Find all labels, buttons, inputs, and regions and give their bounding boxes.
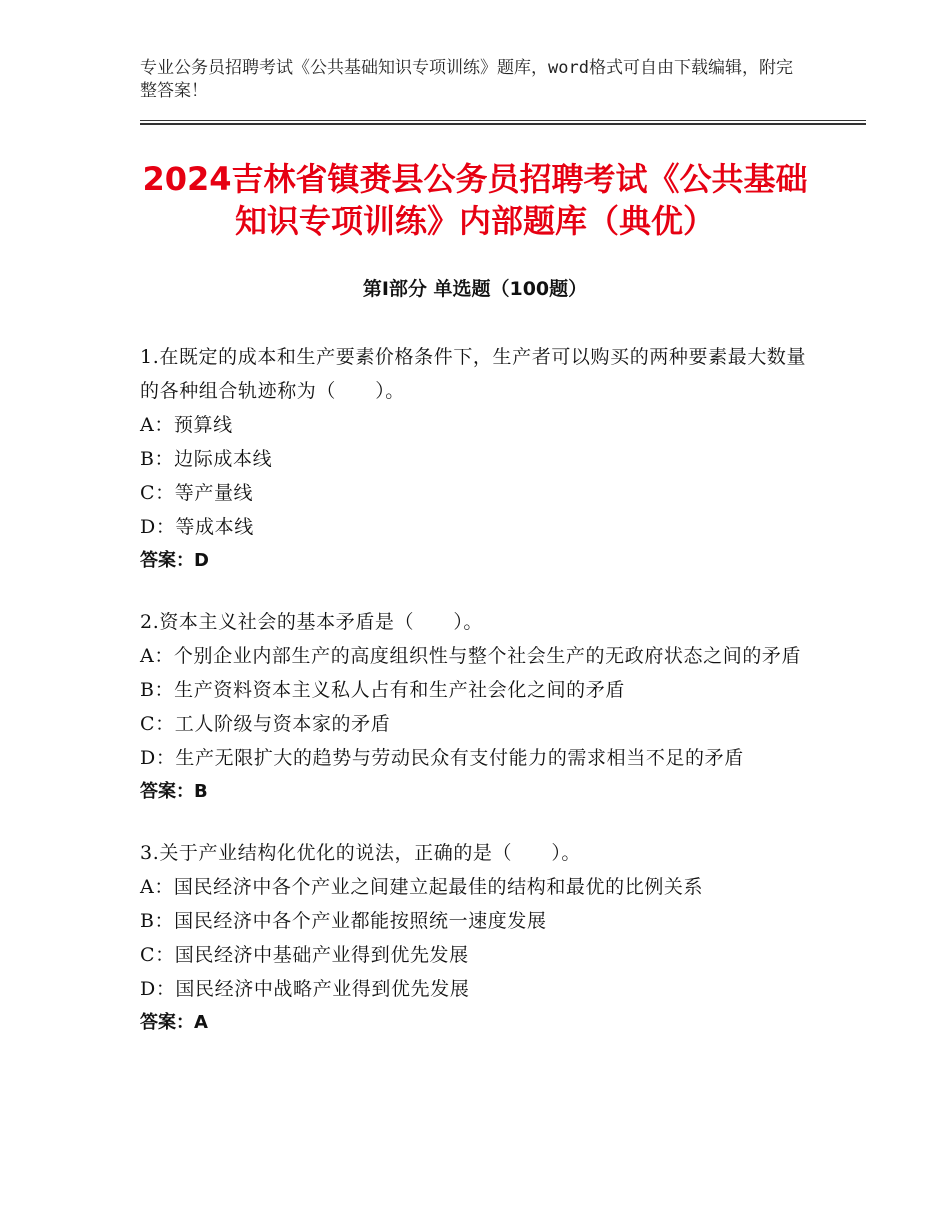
option-d: D：生产无限扩大的趋势与劳动民众有支付能力的需求相当不足的矛盾: [140, 747, 744, 769]
question-1: [140, 340, 810, 578]
question-stem: 1.在既定的成本和生产要素价格条件下，生产者可以购买的两种要素最大数量的各种组合轨迹称为（ ）。: [140, 346, 807, 402]
option-d: D：等成本线: [140, 516, 254, 538]
option-b: B：国民经济中各个产业都能按照统一速度发展: [140, 910, 547, 932]
question-2: [140, 605, 810, 809]
section-heading: 第Ⅰ部分 单选题（100题）: [362, 278, 588, 300]
header-note: 专业公务员招聘考试《公共基础知识专项训练》题库，word格式可自由下载编辑，附完整答案！: [140, 58, 793, 101]
option-c: C：工人阶级与资本家的矛盾: [140, 713, 391, 735]
header-divider-thin: [140, 120, 866, 121]
question-stem: 2.资本主义社会的基本矛盾是（ ）。: [140, 611, 484, 633]
answer-label: 答案：D: [140, 550, 209, 571]
option-a: A：预算线: [140, 414, 233, 436]
question-3: [140, 836, 810, 1040]
answer-label: 答案：B: [140, 781, 208, 802]
option-c: C：等产量线: [140, 482, 254, 504]
option-c: C：国民经济中基础产业得到优先发展: [140, 944, 469, 966]
document-title: 2024吉林省镇赉县公务员招聘考试《公共基础知识专项训练》内部题库（典优）: [142, 160, 808, 240]
option-b: B：生产资料资本主义私人占有和生产社会化之间的矛盾: [140, 679, 625, 701]
header-divider-thick: [140, 123, 866, 125]
option-d: D：国民经济中战略产业得到优先发展: [140, 978, 470, 1000]
question-list: [140, 340, 810, 1067]
option-b: B：边际成本线: [140, 448, 273, 470]
question-stem: 3.关于产业结构化优化的说法，正确的是（ ）。: [140, 842, 582, 864]
option-a: A：个别企业内部生产的高度组织性与整个社会生产的无政府状态之间的矛盾: [140, 645, 802, 667]
answer-label: 答案：A: [140, 1012, 208, 1033]
option-a: A：国民经济中各个产业之间建立起最佳的结构和最优的比例关系: [140, 876, 704, 898]
